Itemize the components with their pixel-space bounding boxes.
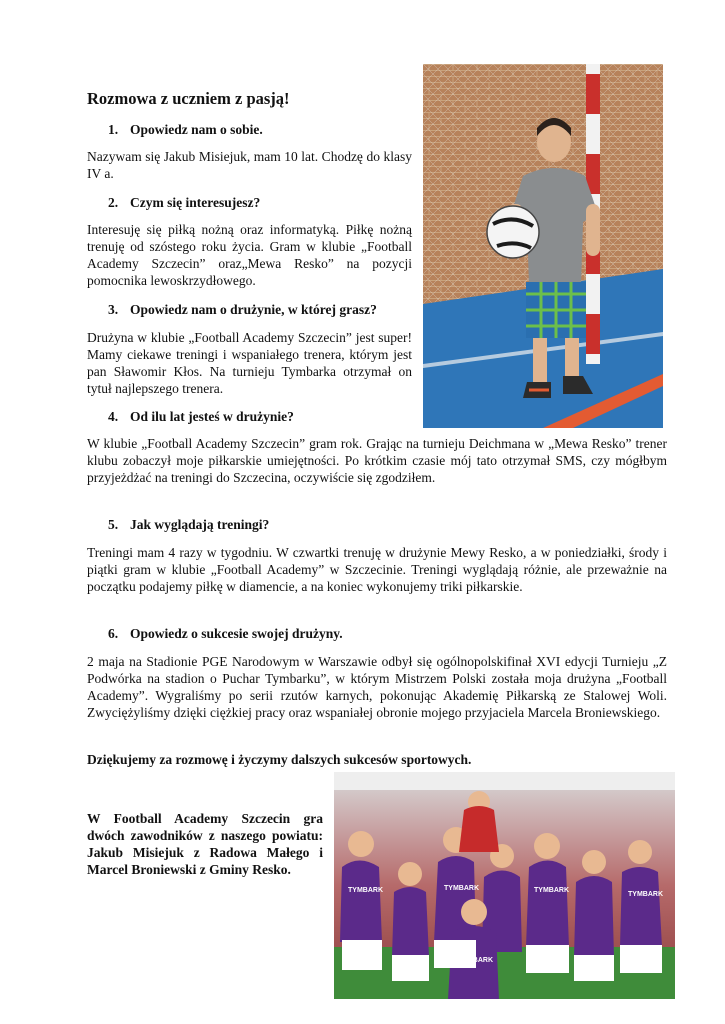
question-6 bbox=[87, 626, 688, 642]
question-number: 1. bbox=[108, 122, 119, 137]
jersey-sponsor-text: TYMBARK bbox=[534, 887, 569, 894]
photo-boy-with-ball bbox=[423, 64, 663, 428]
question-text: Opowiedz nam o drużynie, w której grasz? bbox=[130, 302, 377, 317]
closing-paragraph: W Football Academy Szczecin gra dwóch zawodników z naszego powiatu: Jakub Misiejuk z Radowa Małego i Marcel Broniewski z Gminy Resko. bbox=[87, 811, 323, 877]
question-1 bbox=[87, 122, 433, 138]
question-2 bbox=[87, 195, 433, 211]
question-number: 4. bbox=[108, 409, 119, 424]
question-number: 3. bbox=[108, 302, 119, 317]
answer-3: Drużyna w klubie „Football Academy Szczecin” jest super! Mamy ciekawe treningi i wspaniałego trenera, którym jest pan Sławomir Kłos. Na turnieju Tymbarka otrzymał on tytuł najlepszego trenera. bbox=[87, 330, 412, 396]
photo-team-celebration bbox=[334, 772, 675, 999]
question-4 bbox=[87, 409, 433, 425]
article-title: Rozmowa z uczniem z pasją! bbox=[87, 89, 290, 108]
question-5 bbox=[87, 517, 688, 533]
question-number: 2. bbox=[108, 195, 119, 210]
question-number: 6. bbox=[108, 626, 119, 641]
answer-1: Nazywam się Jakub Misiejuk, mam 10 lat. Chodzę do klasy IV a. bbox=[87, 149, 412, 181]
thanks-line: Dziękujemy za rozmowę i życzymy dalszych sukcesów sportowych. bbox=[87, 752, 472, 767]
answer-6: 2 maja na Stadionie PGE Narodowym w Warszawie odbył się ogólnopolskifinał XVI edycji Turnieju „Z Podwórka na stadion o Puchar Tymbarku”, w którym Mistrzem Polski została moja drużyna „Football Academy”. Wygraliśmy po serii rzutów karnych, pokonując Akademię Piłkarską ze Stalowej Woli. Zwyciężyliśmy dzięki ciężkiej pracy oraz wspaniałej obronie mojego przyjaciela Marcela Broniewskiego. bbox=[87, 654, 667, 720]
boy-photo-illustration bbox=[423, 64, 663, 428]
question-text: Opowiedz o sukcesie swojej drużyny. bbox=[130, 626, 343, 641]
jersey-sponsor-text: TYMBARK bbox=[444, 885, 479, 892]
question-text: Czym się interesujesz? bbox=[130, 195, 261, 210]
question-text: Opowiedz nam o sobie. bbox=[130, 122, 263, 137]
jersey-sponsor-text: TYMBARK bbox=[348, 887, 383, 894]
team-photo-illustration bbox=[334, 772, 675, 999]
jersey-sponsor-text: TYMBARK bbox=[458, 957, 493, 964]
answer-2: Interesuję się piłką nożną oraz informatyką. Piłkę nożną trenuję od szóstego roku życia. Gram w klubie „Football Academy Szczecin” oraz„Mewa Resko” na pozycji pomocnika lewoskrzydłowego. bbox=[87, 222, 412, 288]
question-3 bbox=[87, 302, 433, 318]
jersey-sponsor-text: TYMBARK bbox=[628, 891, 663, 898]
question-text: Od ilu lat jesteś w drużynie? bbox=[130, 409, 294, 424]
answer-5: Treningi mam 4 razy w tygodniu. W czwartki trenuję w drużynie Mewy Resko, a w poniedziałki, środy i piątki gram w klubie „Football Academy” w Szczecinie. Treningi wyglądają różnie, ale przeważnie na początku podajemy piłkę w diamencie, a na koniec wykonujemy triki piłkarskie. bbox=[87, 545, 667, 594]
question-number: 5. bbox=[108, 517, 119, 532]
answer-4: W klubie „Football Academy Szczecin” gram rok. Grając na turnieju Deichmana w „Mewa Resko” trener klubu zobaczył moje piłkarskie umiejętności. Po krótkim czasie mój tato otrzymał SMS, czy mógłbym przyjeżdżać na treningi do Szczecina, oczywiście się zgodziłem. bbox=[87, 436, 667, 485]
question-text: Jak wyglądają treningi? bbox=[130, 517, 270, 532]
